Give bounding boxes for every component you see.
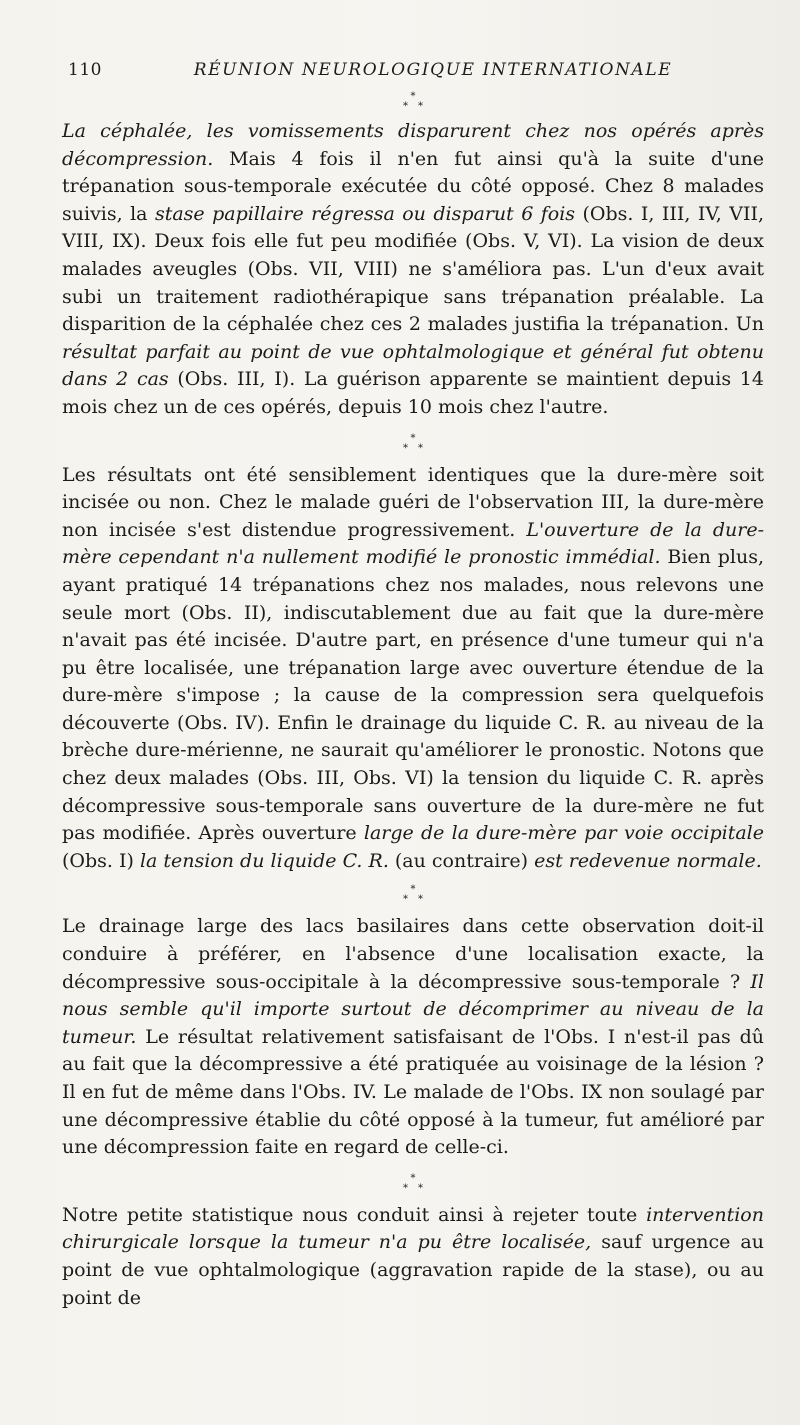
paragraph-3: Le drainage large des lacs basilaires dans cette observation doit-il conduire à préférer, en l'absence d'une localisation exacte, la décompressive sous-occipitale à la décompressive sous-temporale ? Il nous semble qu'il importe surtout de décomprimer au niveau de la tumeur. Le résultat relativement satisfaisant de l'Obs. I n'est-il pas dû au fait que la décompressive a été pratiquée au voisinage de la lésion ? Il en fut de même dans l'Obs. IV. Le malade de l'Obs. IX non soulagé par une décompressive établie du côté opposé à la tumeur, fut amélioré par une décompression faite en regard de celle-ci. [62,915,764,1159]
page-number: 110 [68,60,102,80]
paragraph-4: Notre petite statistique nous conduit ainsi à rejeter toute intervention chirurgicale lorsque la tumeur n'a pu être localisée, sauf urgence au point de vue ophtalmologique (aggravation rapide de la stase), ou au point de [62,1203,764,1309]
paragraph-1: La céphalée, les vomissements disparurent chez nos opérés après décompression. Mais 4 fois il n'en fut ainsi qu'à la suite d'une trépanation sous-temporale exécutée du côté opposé. Chez 8 malades suivis, la stase papillaire régressa ou disparut 6 fois (Obs. I, III, IV, VII, VIII, IX). Deux fois elle fut peu modifiée (Obs. V, VI). La vision de deux malades aveugles (Obs. VII, VIII) ne s'améliora pas. L'un d'eux avait subi un traitement radiothérapique sans trépanation préalable. La disparition de la céphalée chez ces 2 malades justifia la trépanation. Un résultat parfait au point de vue ophtalmologique et général fut obtenu dans 2 cas (Obs. III, I). La guérison apparente se maintient depuis 14 mois chez un de ces opérés, depuis 10 mois chez l'autre. [62,120,764,418]
page-header [60,60,766,90]
article-body [62,92,764,1312]
section-separator: * ** [403,432,433,454]
paragraph-1-italic-lead: La céphalée, les vomissements disparurent chez nos opérés après décompression. [62,120,764,170]
section-separator: * ** [403,91,433,112]
paragraph-2: Les résultats ont été sensiblement identiques que la dure-mère soit incisée ou non. Chez le malade guéri de l'observation III, la dure-mère non incisée s'est distendue progressivement. L'ouverture de la dure-mère cependant n'a nullement modifié le pronostic immédial. Bien plus, ayant pratiqué 14 trépanations chez nos malades, nous relevons une seule mort (Obs. II), indiscutablement due au fait que la dure-mère n'avait pas été incisée. D'autre part, en présence d'une tumeur qui n'a pu être localisée, une trépanation large avec ouverture étendue de la dure-mère s'impose ; la cause de la compression sera quelquefois découverte (Obs. IV). Enfin le drainage du liquide C. R. au niveau de la brèche dure-mérienne, ne saurait qu'améliorer le pronostic. Notons que chez deux malades (Obs. III, Obs. VI) la tension du liquide C. R. après décompressive sous-temporale sans ouverture de la dure-mère ne fut pas modifiée. Après ouverture large de la dure-mère par voie occipitale (Obs. I) la tension du liquide C. R. (au contraire) est redevenue normale. [62,463,764,872]
section-separator: * ** [403,884,433,906]
running-title: RÉUNION NEUROLOGIQUE INTERNATIONALE [193,60,673,80]
section-separator: * ** [403,1172,433,1194]
